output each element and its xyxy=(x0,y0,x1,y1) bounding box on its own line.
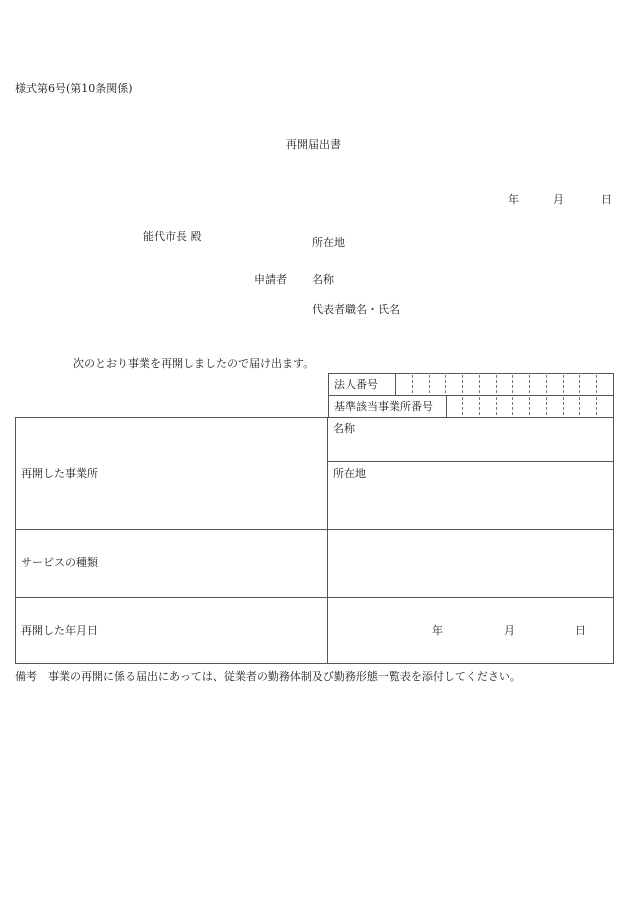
corporate-number-digit-divider xyxy=(579,375,580,393)
corporate-number-digit-divider xyxy=(479,375,480,393)
office-address-label: 所在地 xyxy=(333,467,366,480)
corporate-number-digit-divider xyxy=(563,375,564,393)
applicant-label: 申請者 xyxy=(254,273,287,286)
date-month: 月 xyxy=(553,193,564,206)
office-number-digit-divider xyxy=(512,397,513,415)
corporate-number-digit-divider xyxy=(496,375,497,393)
page-title: 再開届出書 xyxy=(286,138,341,151)
corporate-number-digit-divider xyxy=(529,375,530,393)
office-number-digit-divider xyxy=(529,397,530,415)
office-number-digit-divider xyxy=(546,397,547,415)
corporate-number-label: 法人番号 xyxy=(334,378,378,391)
service-type-label: サービスの種類 xyxy=(21,556,98,569)
corporate-number-digit-divider xyxy=(412,375,413,393)
reopen-date-day: 日 xyxy=(575,624,586,637)
office-number-digit-divider xyxy=(596,397,597,415)
intro-text: 次のとおり事業を再開しましたので届け出ます。 xyxy=(73,357,315,370)
reopen-date-label: 再開した年月日 xyxy=(21,624,98,637)
form-number: 様式第6号(第10条関係) xyxy=(15,82,133,95)
applicant-address-label: 所在地 xyxy=(312,236,345,249)
applicant-representative-label: 代表者職名・氏名 xyxy=(312,303,400,316)
corporate-number-digit-divider xyxy=(462,375,463,393)
corporate-number-digit-divider xyxy=(512,375,513,393)
date-day: 日 xyxy=(601,193,612,206)
corporate-number-digit-divider xyxy=(596,375,597,393)
office-number-digit-divider xyxy=(563,397,564,415)
reopened-office-label: 再開した事業所 xyxy=(21,467,98,480)
applicant-name-label: 名称 xyxy=(312,273,334,286)
office-number-digit-divider xyxy=(479,397,480,415)
date-year: 年 xyxy=(508,193,519,206)
office-number-digit-divider xyxy=(462,397,463,415)
addressee: 能代市長 殿 xyxy=(143,230,202,243)
corporate-number-digit-divider xyxy=(429,375,430,393)
corporate-number-digit-divider xyxy=(445,375,446,393)
office-number-digit-divider xyxy=(496,397,497,415)
reopen-date-month: 月 xyxy=(504,624,515,637)
office-number-digit-divider xyxy=(579,397,580,415)
reopen-date-year: 年 xyxy=(432,624,443,637)
note-text: 備考 事業の再開に係る届出にあっては、従業者の勤務体制及び勤務形態一覧表を添付してください。 xyxy=(15,670,521,683)
office-name-label: 名称 xyxy=(333,422,355,435)
corporate-number-digit-divider xyxy=(546,375,547,393)
office-number-label: 基準該当事業所番号 xyxy=(334,400,433,413)
